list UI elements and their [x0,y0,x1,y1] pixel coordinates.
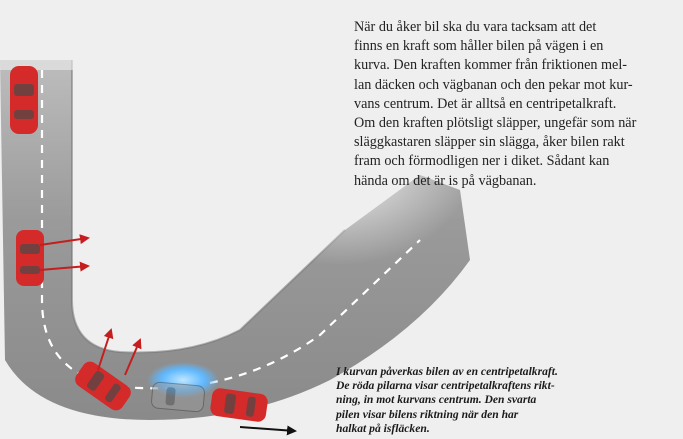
body-text-line: kurva. Den kraften kommer från friktionen mel- [354,57,628,74]
ghost-car [151,382,205,412]
body-text-line: Om den kraften plötsligt släpper, ungefär som när [354,115,637,132]
body-text-line: lan däcken och vägbanan och den pekar mot kur- [354,76,633,93]
car-middle [16,230,44,286]
body-text [354,18,683,191]
body-text-line: vans centrum. Det är alltså en centripetalkraft. [354,95,617,112]
body-text-line: hända om det är is på vägbanan. [354,172,537,189]
body-text-line: När du åker bil ska du vara tacksam att det [354,19,597,35]
caption-line: I kurvan påverkas bilen av en centripetalkraft. [336,365,558,378]
body-text-line: finns en kraft som håller bilen på vägen i en [354,38,604,55]
mist-top [0,0,90,70]
figure-caption [336,365,636,436]
motion-arrow [240,427,295,431]
car-top [10,66,38,134]
body-text-line: släggkastaren släpper sin slägga, åker bilen rakt [354,134,625,151]
caption-line: De röda pilarna visar centripetalkraftens rikt- [336,379,555,393]
caption-line: pilen visar bilens riktning när den har [336,407,519,421]
caption-line: ning, in mot kurvans centrum. Den svarta [336,393,537,407]
body-text-line: fram och förmodligen ner i diket. Sådant kan [354,153,610,170]
caption-line: halkat på isfläcken. [336,421,430,435]
